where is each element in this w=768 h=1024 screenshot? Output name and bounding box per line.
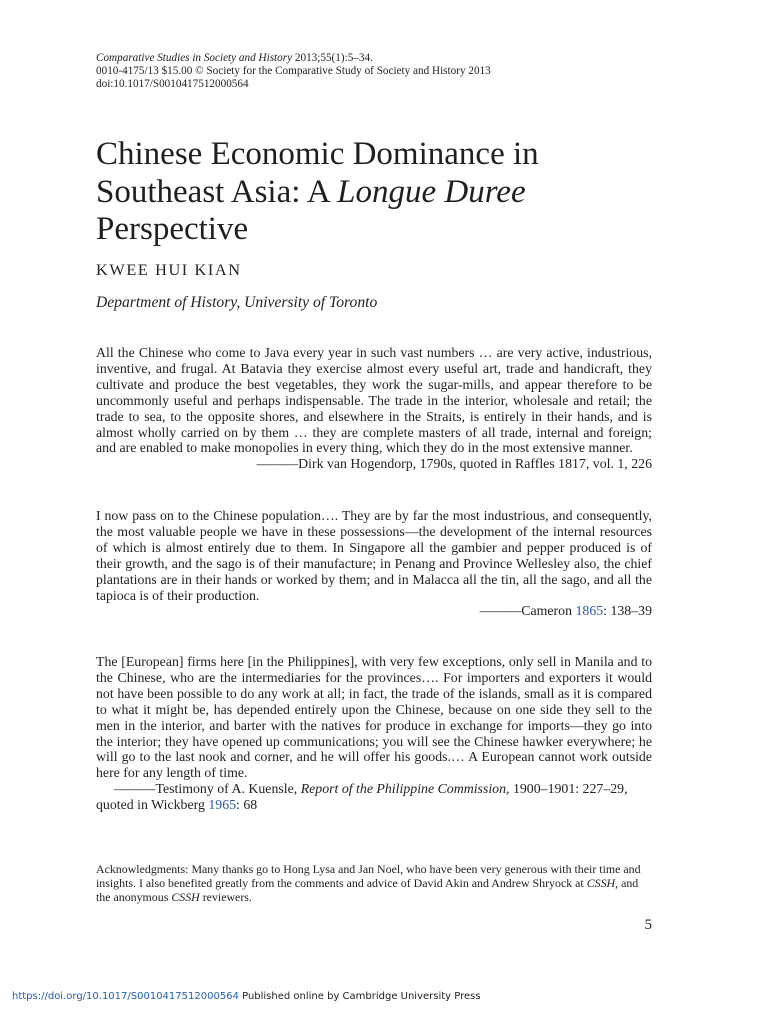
citation-link-1965[interactable]: 1965 xyxy=(208,797,237,813)
epigraph-2-source-suffix: : 138–39 xyxy=(603,603,652,619)
doi-link[interactable]: https://doi.org/10.1017/S0010417512000564 xyxy=(12,991,239,1002)
acknowledgments-text xyxy=(96,862,652,904)
epigraph-2-source-prefix: ———Cameron xyxy=(479,603,576,619)
epigraph-3-source-prefix: ———Testimony of A. Kuensle, xyxy=(114,781,301,797)
epigraph-3-source-mid: , 1900–1901: 227–29, quoted in Wickberg xyxy=(96,781,628,813)
issn-line: 0010-4175/13 $15.00 © Society for the Comparative Study of Society and History 2013 xyxy=(96,65,491,78)
ack-italic-1: CSSH xyxy=(586,876,616,890)
epigraph-2 xyxy=(96,508,652,619)
epigraph-3-text: The [European] firms here [in the Philippines], with very few exceptions, only sell in Manila and to the Chinese, who are the intermediaries for the provinces…. For importers and exporters it would not have been possible to do any work at all; in fact, the trade of the islands, small as it is compared to what it might be, has depended entirely upon the Chinese, because on one side they sell to the men in the interior, and barter with the natives for produce in exchange for imports—they go into the interior; they have opened up communications; you will see the Chinese hawker everywhere; he will go to the last nook and corner, and he will offer his goods.… A European cannot work outside here for any length of time. xyxy=(96,654,652,781)
title-part-2: Perspective xyxy=(96,211,249,247)
acknowledgments-footnote xyxy=(96,862,652,904)
citation-link-1865[interactable]: 1865 xyxy=(575,603,604,619)
epigraph-2-source xyxy=(96,603,652,619)
title-italic: Longue Duree xyxy=(337,173,526,210)
ack-part-1: Acknowledgments: Many thanks go to Hong Lysa and Jan Noel, who have been very generous with their time and insights. I also benefited greatly from the comments and advice of David Akin and Andrew Shryock at xyxy=(96,862,641,890)
citation-details: 2013;55(1):5–34. xyxy=(292,52,373,64)
epigraph-1-source: ———Dirk van Hogendorp, 1790s, quoted in Raffles 1817, vol. 1, 226 xyxy=(256,456,652,472)
epigraph-1-text: All the Chinese who come to Java every year in such vast numbers … are very active, industrious, inventive, and frugal. At Batavia they exercise almost every useful art, trade and handicraft, they cultivate and produce the best vegetables, they work the sugar-mills, and appear therefore to be uncommonly useful and perhaps indispensable. The trade in the interior, wholesale and retail; the trade to sea, to the opposite shores, and elsewhere in the Straits, is entirely in their hands, and is almost wholly carried on by them … they are complete masters of all trade, internal and foreign; and are enabled to make monopolies in every thing, which they do in the most extensive manner. xyxy=(96,345,652,456)
publisher-footer xyxy=(12,991,481,1002)
citation-line xyxy=(96,52,491,65)
author-name: KWEE HUI KIAN xyxy=(96,260,242,279)
epigraph-3 xyxy=(96,654,652,813)
page-number: 5 xyxy=(644,917,652,933)
ack-part-2: , and the anonymous xyxy=(96,876,639,904)
article-title xyxy=(96,136,636,249)
footer-text: Published online by Cambridge University Press xyxy=(238,991,481,1002)
journal-header xyxy=(96,52,491,92)
ack-italic-2: CSSH xyxy=(171,890,200,904)
doi-line: doi:10.1017/S0010417512000564 xyxy=(96,78,249,91)
author-affiliation: Department of History, University of Toronto xyxy=(96,294,378,311)
epigraph-3-source xyxy=(96,781,652,813)
epigraph-2-text: I now pass on to the Chinese population…. They are by far the most industrious, and consequently, the most valuable people we have in these possessions—the development of the internal resources of which is almost entirely due to them. In Singapore all the gambier and pepper produced is of their growth, and the sago is of their manufacture; in Penang and Province Wellesley also, the chief plantations are in their hands or worked by them; and in Malacca all the tin, all the sago, and all the tapioca is of their production. xyxy=(96,508,652,603)
epigraph-3-source-italic: Report of the Philippine Commission xyxy=(300,781,507,797)
epigraph-1 xyxy=(96,345,652,472)
journal-name: Comparative Studies in Society and History xyxy=(96,52,293,64)
ack-part-3: reviewers. xyxy=(199,890,252,904)
title-part-1: Chinese Economic Dominance in Southeast Asia: A xyxy=(96,136,539,210)
epigraph-3-source-suffix: : 68 xyxy=(236,797,258,813)
